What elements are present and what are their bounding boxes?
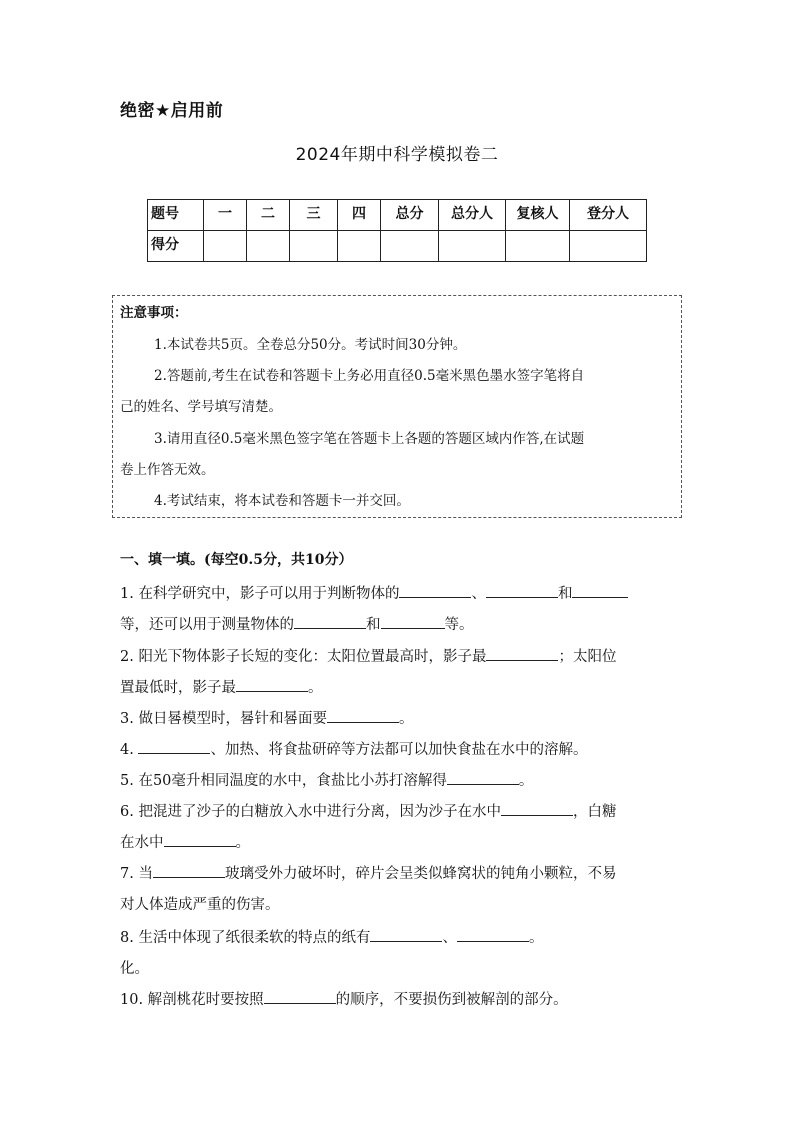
header-cell-3: 三 xyxy=(290,200,338,231)
answer-blank[interactable] xyxy=(457,927,529,942)
notice-item: 4.考试结束，将本试卷和答题卡一并交回。 xyxy=(154,493,410,509)
question-2-cont: 置最低时，影子最 。 xyxy=(120,676,680,697)
score-table-score-row xyxy=(148,231,647,262)
question-8: 8. 生活中体现了纸很柔软的特点的纸有 、 。 xyxy=(120,926,680,947)
score-table xyxy=(147,199,647,262)
answer-blank[interactable] xyxy=(370,927,442,942)
header-cell-total-scorer: 总分人 xyxy=(439,200,506,231)
answer-blank[interactable] xyxy=(138,739,210,754)
answer-blank[interactable] xyxy=(264,989,336,1004)
notice-item: 1.本试卷共5页。全卷总分50分。考试时间30分钟。 xyxy=(154,337,467,353)
header-cell-1: 一 xyxy=(204,200,247,231)
exam-title: 2024年期中科学模拟卷二 xyxy=(295,145,499,165)
answer-blank[interactable] xyxy=(501,801,573,816)
score-row-label: 得分 xyxy=(148,231,204,262)
notice-item: 2.答题前,考生在试卷和答题卡上务必用直径0.5毫米黑色墨水签字笔将自 xyxy=(154,368,585,384)
question-6-cont: 在水中 。 xyxy=(120,831,680,852)
question-10: 10. 解剖桃花时要按照 的顺序，不要损伤到被解剖的部分。 xyxy=(120,988,680,1009)
answer-blank[interactable] xyxy=(572,583,628,598)
answer-blank[interactable] xyxy=(447,770,519,785)
score-cell[interactable] xyxy=(290,231,338,262)
notice-box xyxy=(112,295,682,518)
header-cell-2: 二 xyxy=(247,200,290,231)
header-cell-total: 总分 xyxy=(381,200,439,231)
answer-blank[interactable] xyxy=(486,646,558,661)
question-3: 3. 做日晷模型时，晷针和晷面要 。 xyxy=(120,707,680,728)
question-4: 4. 、加热、将食盐研碎等方法都可以加快食盐在水中的溶解。 xyxy=(120,738,680,759)
question-2: 2. 阳光下物体影子长短的变化：太阳位置最高时，影子最 ；太阳位 xyxy=(120,645,680,666)
notice-item: 3.请用直径0.5毫米黑色签字笔在答题卡上各题的答题区域内作答,在试题 xyxy=(154,431,585,447)
score-cell[interactable] xyxy=(338,231,381,262)
answer-blank[interactable] xyxy=(381,614,445,629)
question-7: 7. 当 玻璃受外力破坏时，碎片会呈类似蜂窝状的钝角小颗粒，不易 xyxy=(120,862,680,883)
score-cell[interactable] xyxy=(506,231,570,262)
score-table-header-row xyxy=(148,200,647,231)
header-cell-reviewer: 复核人 xyxy=(506,200,570,231)
answer-blank[interactable] xyxy=(153,863,225,878)
notice-item: 卷上作答无效。 xyxy=(120,462,215,478)
answer-blank[interactable] xyxy=(399,583,471,598)
question-1-cont: 等，还可以用于测量物体的 和 等。 xyxy=(120,613,680,634)
score-cell[interactable] xyxy=(247,231,290,262)
notice-title: 注意事项： xyxy=(120,305,188,321)
question-5: 5. 在50毫升相同温度的水中，食盐比小苏打溶解得 。 xyxy=(120,769,680,790)
answer-blank[interactable] xyxy=(486,583,558,598)
question-9-fragment: 化。 xyxy=(120,961,149,977)
answer-blank[interactable] xyxy=(164,832,236,847)
header-cell-item: 题号 xyxy=(148,200,204,231)
score-cell[interactable] xyxy=(570,231,647,262)
score-cell[interactable] xyxy=(439,231,506,262)
question-7-cont: 对人体造成严重的伤害。 xyxy=(120,897,280,913)
header-cell-4: 四 xyxy=(338,200,381,231)
score-cell[interactable] xyxy=(204,231,247,262)
notice-item: 己的姓名、学号填写清楚。 xyxy=(120,399,282,415)
question-6: 6. 把混进了沙子的白糖放入水中进行分离，因为沙子在水中 ，白糖 xyxy=(120,800,680,821)
answer-blank[interactable] xyxy=(294,614,366,629)
answer-blank[interactable] xyxy=(236,677,308,692)
header-cell-recorder: 登分人 xyxy=(570,200,647,231)
question-1: 1. 在科学研究中，影子可以用于判断物体的 、 和 xyxy=(120,582,680,603)
confidential-label: 绝密★启用前 xyxy=(120,101,224,121)
answer-blank[interactable] xyxy=(327,708,399,723)
section-heading: 一、填一填。(每空0.5分，共10分） xyxy=(120,552,353,568)
score-cell[interactable] xyxy=(381,231,439,262)
